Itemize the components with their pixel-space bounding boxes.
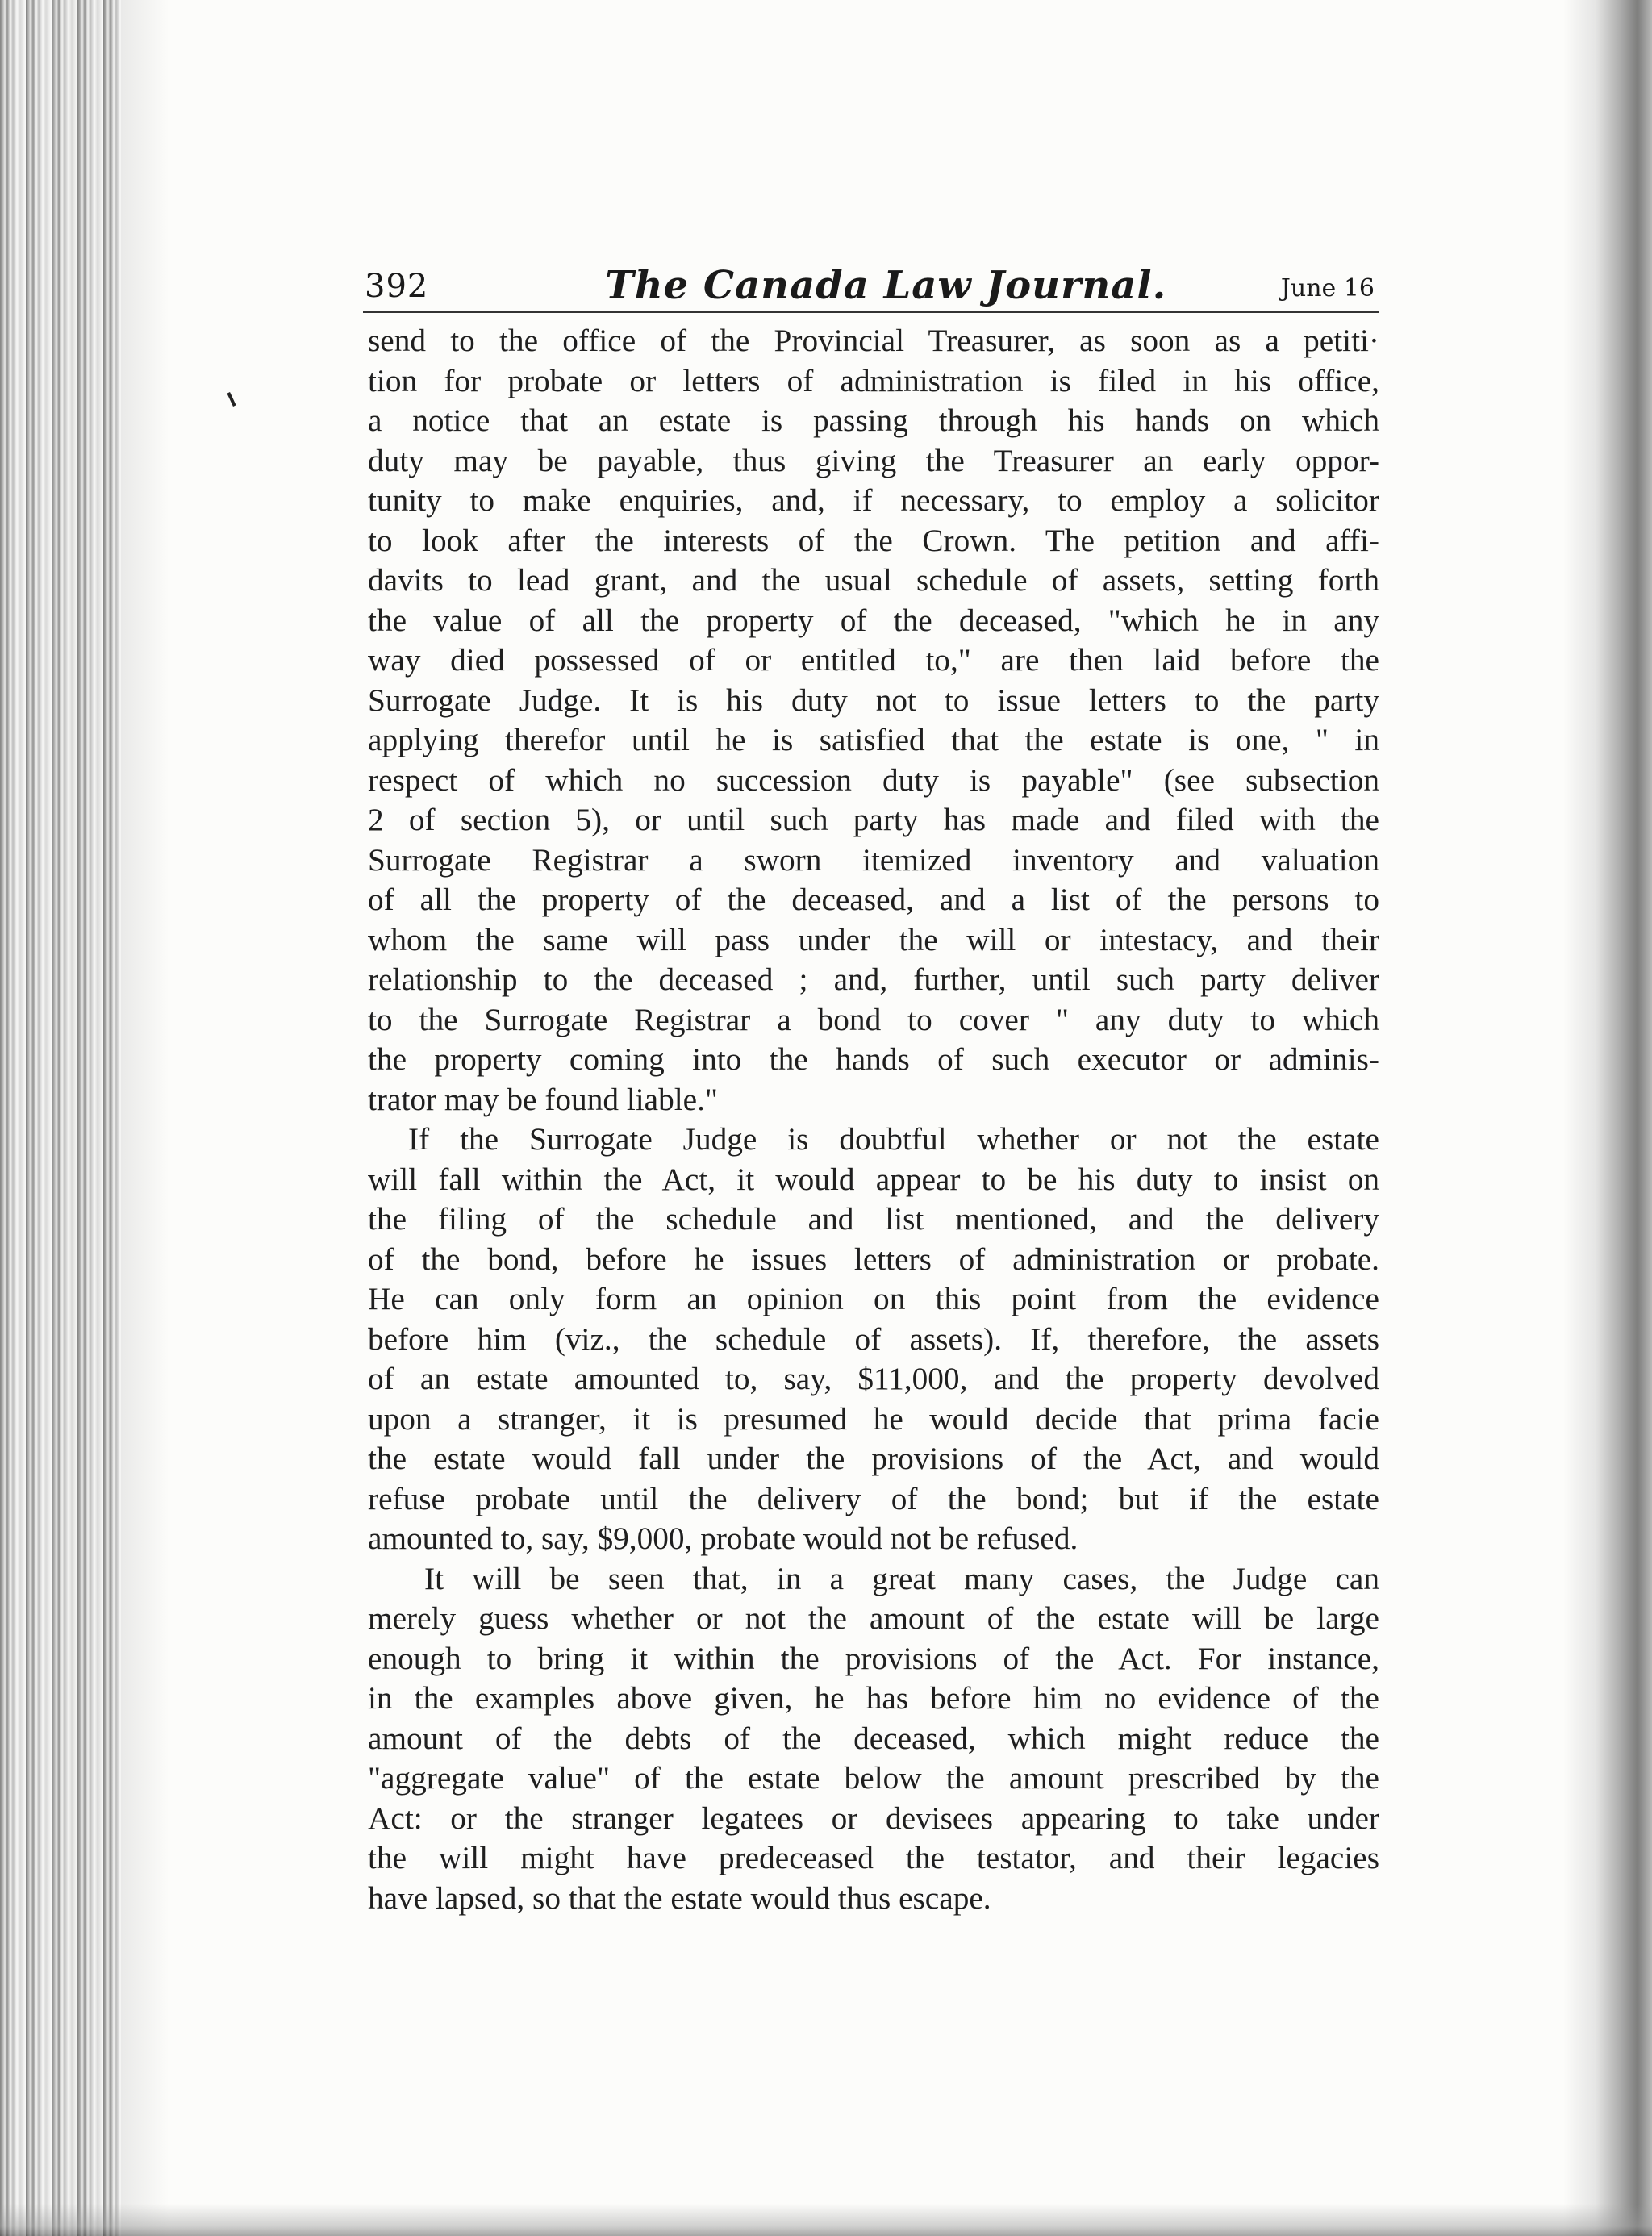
stray-ink-mark (227, 392, 236, 407)
text-line: the value of all the property of the deceased, "which he in any (368, 602, 1379, 638)
text-line: "aggregate value" of the estate below the amount prescribed by the (368, 1760, 1379, 1796)
text-line: upon a stranger, it is presumed he would decide that prima facie (368, 1400, 1379, 1437)
text-line: tunity to make enquiries, and, if necessary, to employ a solicitor (368, 482, 1379, 518)
text-line: a notice that an estate is passing through his hands on which (368, 403, 1379, 438)
text-line: the filing of the schedule and list mentioned, and the delivery (368, 1201, 1379, 1237)
text-line: way died possessed of or entitled to," are then laid before the (368, 642, 1379, 678)
text-line: Act: or the stranger legatees or devisees appearing to take under (368, 1800, 1379, 1836)
text-line: trator may be found liable." (368, 1081, 718, 1117)
page-number: 392 (365, 268, 429, 305)
text-line: relationship to the deceased ; and, further, until such party deliver (368, 962, 1379, 997)
running-header (363, 263, 1381, 308)
text-line: tion for probate or letters of administration is filed in his office, (368, 362, 1379, 398)
text-line: amount of the debts of the deceased, which might reduce the (368, 1720, 1379, 1756)
text-line: of the bond, before he issues letters of administration or probate. (368, 1241, 1379, 1277)
text-line: the property coming into the hands of such executor or adminis- (368, 1041, 1379, 1077)
text-line: of an estate amounted to, say, $11,000, and the property devolved (368, 1361, 1379, 1396)
text-line: He can only form an opinion on this point from the evidence (368, 1281, 1379, 1316)
text-line: refuse probate until the delivery of the bond; but if the estate (368, 1480, 1379, 1516)
text-line: to look after the interests of the Crown. The petition and affi- (368, 522, 1379, 558)
bottom-binding-edge (0, 2204, 1652, 2236)
text-line: to the Surrogate Registrar a bond to cover " any duty to which (368, 1001, 1379, 1037)
article-body (368, 321, 1379, 1918)
text-line: It will be seen that, in a great many cases, the Judge can (424, 1560, 1379, 1596)
text-line: respect of which no succession duty is payable" (see subsection (368, 761, 1379, 798)
text-line: duty may be payable, thus giving the Treasurer an early oppor- (368, 442, 1379, 478)
text-line: enough to bring it within the provisions of the Act. For instance, (368, 1640, 1379, 1676)
text-line: amounted to, say, $9,000, probate would not be refused. (368, 1521, 1078, 1556)
header-rule (363, 311, 1379, 313)
text-line: before him (viz., the schedule of assets). If, therefore, the assets (368, 1320, 1379, 1357)
left-binding-shadow (121, 0, 169, 2236)
text-line: in the examples above given, he has before him no evidence of the (368, 1680, 1379, 1716)
text-line: Surrogate Registrar a sworn itemized inventory and valuation (368, 841, 1379, 878)
text-line: have lapsed, so that the estate would thus escape. (368, 1879, 991, 1916)
journal-title: The Canada Law Journal. (605, 263, 1167, 308)
text-line: Surrogate Judge. It is his duty not to issue letters to the party (368, 682, 1379, 718)
text-line: will fall within the Act, it would appear to be his duty to insist on (368, 1161, 1379, 1197)
text-line: If the Surrogate Judge is doubtful whether or not the estate (408, 1121, 1379, 1157)
issue-date: June 16 (1280, 274, 1375, 302)
text-line: davits to lead grant, and the usual schedule of assets, setting forth (368, 562, 1379, 598)
text-line: of all the property of the deceased, and a list of the persons to (368, 882, 1379, 917)
text-line: the estate would fall under the provisions of the Act, and would (368, 1441, 1379, 1476)
text-line: merely guess whether or not the amount of the estate will be large (368, 1600, 1379, 1636)
text-line: send to the office of the Provincial Treasurer, as soon as a petiti· (368, 323, 1379, 358)
text-line: 2 of section 5), or until such party has made and filed with the (368, 802, 1379, 837)
text-line: whom the same will pass under the will or intestacy, and their (368, 921, 1379, 957)
text-line: the will might have predeceased the testator, and their legacies (368, 1840, 1379, 1875)
right-binding-edge (1563, 0, 1652, 2236)
left-binding-edge (0, 0, 121, 2236)
text-line: applying therefor until he is satisfied that the estate is one, " in (368, 722, 1379, 757)
